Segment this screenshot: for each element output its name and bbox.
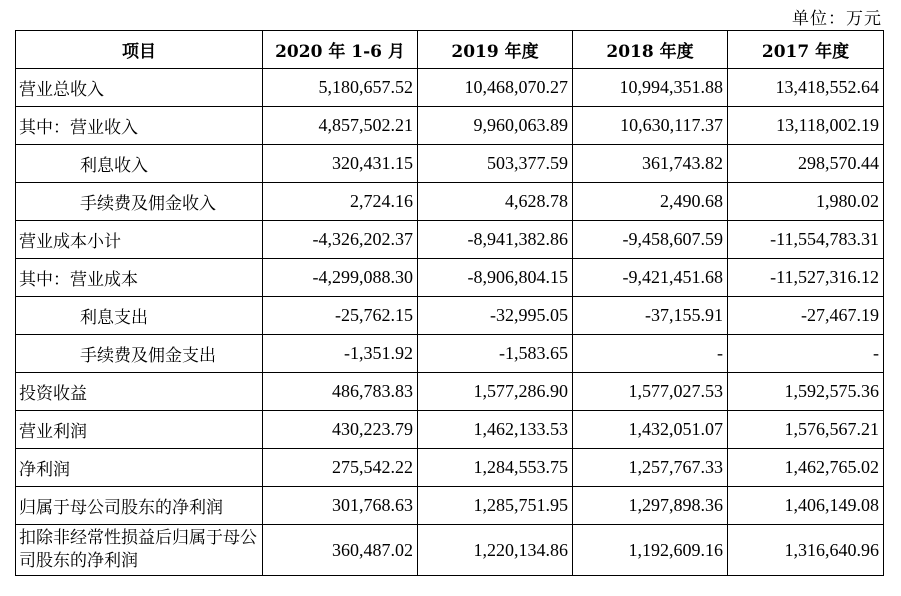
row-value: 361,743.82	[573, 145, 728, 183]
row-value: 275,542.22	[263, 449, 418, 487]
row-value: -27,467.19	[728, 297, 884, 335]
financial-table	[15, 30, 884, 576]
row-value: 5,180,657.52	[263, 69, 418, 107]
table-row	[16, 69, 884, 107]
row-value: 360,487.02	[263, 525, 418, 576]
header-2019: 2019 年度	[418, 31, 573, 69]
header-2018: 2018 年度	[573, 31, 728, 69]
row-value: 301,768.63	[263, 487, 418, 525]
row-value: -4,299,088.30	[263, 259, 418, 297]
row-value: 1,316,640.96	[728, 525, 884, 576]
row-value: 486,783.83	[263, 373, 418, 411]
row-value: 13,118,002.19	[728, 107, 884, 145]
row-value: -1,351.92	[263, 335, 418, 373]
row-value: 1,462,765.02	[728, 449, 884, 487]
row-value: -11,554,783.31	[728, 221, 884, 259]
row-value: 4,628.78	[418, 183, 573, 221]
row-label: 投资收益	[16, 373, 263, 411]
row-value: -	[728, 335, 884, 373]
table-header-row	[16, 31, 884, 69]
row-value: 2,724.16	[263, 183, 418, 221]
row-label: 营业利润	[16, 411, 263, 449]
row-value: 1,462,133.53	[418, 411, 573, 449]
table-row	[16, 335, 884, 373]
row-label: 其中：营业成本	[16, 259, 263, 297]
row-value: 1,220,134.86	[418, 525, 573, 576]
table-row	[16, 449, 884, 487]
row-value: 1,432,051.07	[573, 411, 728, 449]
row-label: 净利润	[16, 449, 263, 487]
table-row	[16, 145, 884, 183]
row-label: 利息收入	[16, 145, 263, 183]
row-value: 9,960,063.89	[418, 107, 573, 145]
table-row	[16, 487, 884, 525]
table-row	[16, 411, 884, 449]
row-value: 1,297,898.36	[573, 487, 728, 525]
row-value: 1,192,609.16	[573, 525, 728, 576]
table-body	[16, 69, 884, 576]
table-row	[16, 373, 884, 411]
row-value: 1,257,767.33	[573, 449, 728, 487]
row-value: -8,906,804.15	[418, 259, 573, 297]
table-row	[16, 297, 884, 335]
row-value: 1,284,553.75	[418, 449, 573, 487]
row-value: 2,490.68	[573, 183, 728, 221]
row-value: 10,468,070.27	[418, 69, 573, 107]
row-value: -11,527,316.12	[728, 259, 884, 297]
row-value: -9,458,607.59	[573, 221, 728, 259]
row-value: -8,941,382.86	[418, 221, 573, 259]
row-label: 其中：营业收入	[16, 107, 263, 145]
row-value: 1,285,751.95	[418, 487, 573, 525]
row-label: 手续费及佣金支出	[16, 335, 263, 373]
header-2017: 2017 年度	[728, 31, 884, 69]
row-value: 1,592,575.36	[728, 373, 884, 411]
row-value: 10,994,351.88	[573, 69, 728, 107]
header-2020h1: 2020 年 1-6 月	[263, 31, 418, 69]
row-value: -1,583.65	[418, 335, 573, 373]
row-label: 扣除非经常性损益后归属于母公司股东的净利润	[16, 525, 263, 576]
header-item: 项目	[16, 31, 263, 69]
row-value: 1,406,149.08	[728, 487, 884, 525]
row-value: 4,857,502.21	[263, 107, 418, 145]
row-value: 1,576,567.21	[728, 411, 884, 449]
row-value: 1,980.02	[728, 183, 884, 221]
table-row	[16, 259, 884, 297]
row-label: 营业总收入	[16, 69, 263, 107]
row-value: -	[573, 335, 728, 373]
table-row	[16, 107, 884, 145]
row-value: 503,377.59	[418, 145, 573, 183]
unit-label: 单位：万元	[792, 9, 882, 29]
table-row	[16, 525, 884, 576]
row-value: -4,326,202.37	[263, 221, 418, 259]
row-value: 1,577,027.53	[573, 373, 728, 411]
row-value: -37,155.91	[573, 297, 728, 335]
row-value: 320,431.15	[263, 145, 418, 183]
row-label: 归属于母公司股东的净利润	[16, 487, 263, 525]
row-label: 手续费及佣金收入	[16, 183, 263, 221]
row-value: 13,418,552.64	[728, 69, 884, 107]
table-row	[16, 183, 884, 221]
row-value: 10,630,117.37	[573, 107, 728, 145]
row-value: 298,570.44	[728, 145, 884, 183]
row-value: -25,762.15	[263, 297, 418, 335]
row-value: -9,421,451.68	[573, 259, 728, 297]
table-row	[16, 221, 884, 259]
row-value: -32,995.05	[418, 297, 573, 335]
row-value: 1,577,286.90	[418, 373, 573, 411]
row-label: 利息支出	[16, 297, 263, 335]
row-value: 430,223.79	[263, 411, 418, 449]
row-label: 营业成本小计	[16, 221, 263, 259]
